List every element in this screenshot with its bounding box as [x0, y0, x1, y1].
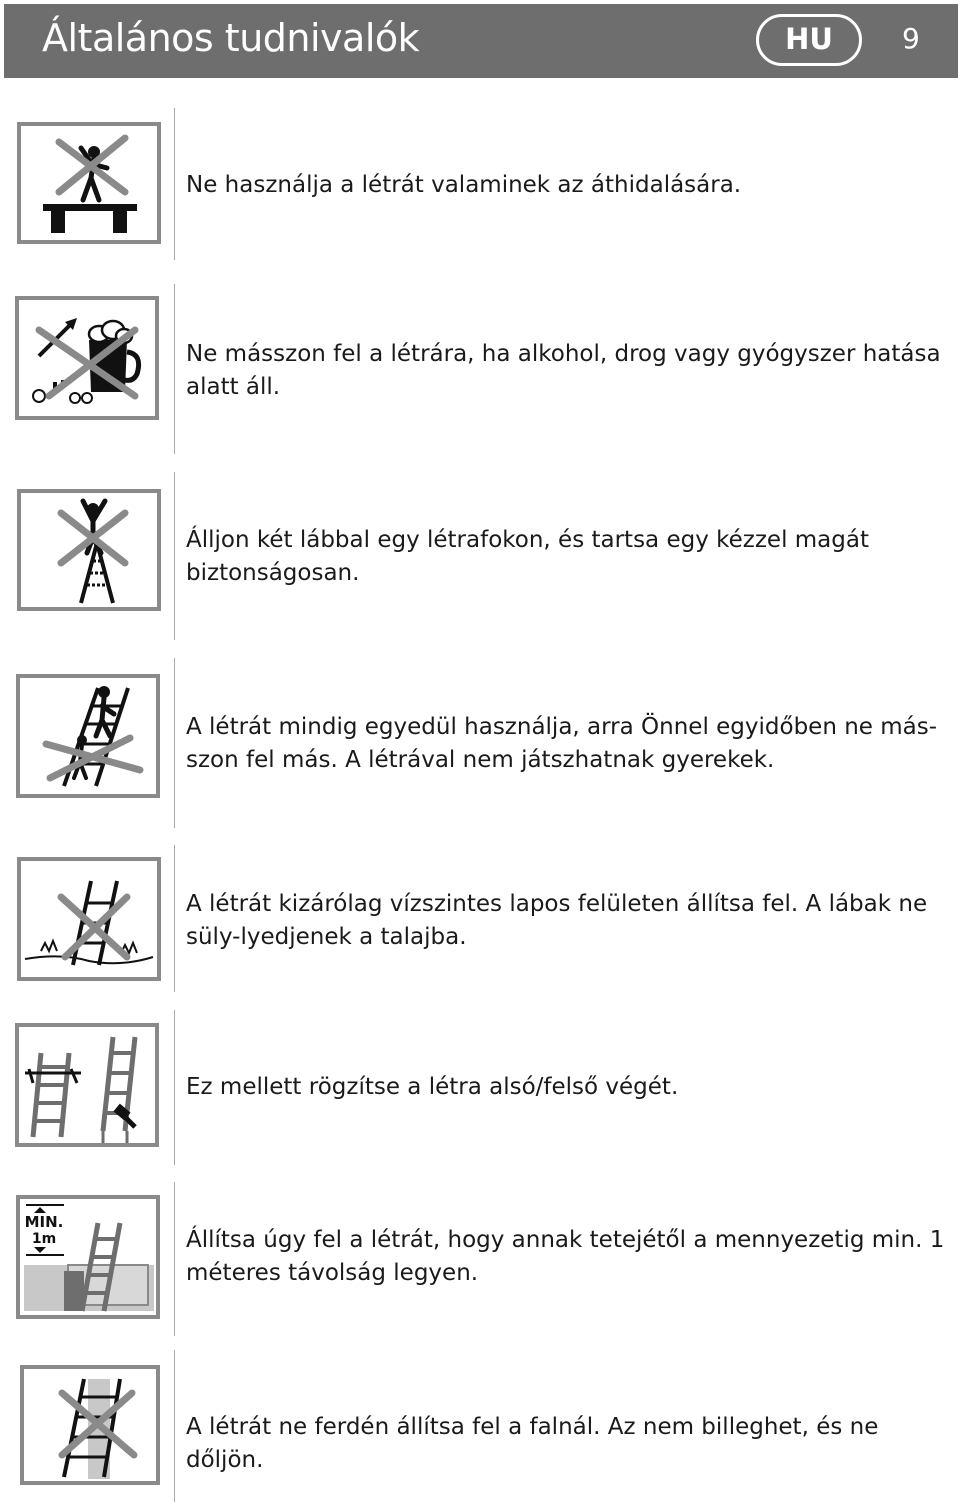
level-ground-icon: [17, 857, 161, 981]
secure-ends-icon: [15, 1023, 159, 1147]
page-number: 9: [902, 22, 920, 55]
one-person-only-icon: [16, 674, 160, 798]
divider-line: [174, 108, 175, 260]
divider-line: [174, 658, 175, 828]
instruction-text: Ez mellett rögzítse a létra alsó/felső végét.: [186, 1074, 679, 1100]
distance-label: 1m: [31, 1231, 57, 1247]
min-label: MIN.: [24, 1213, 64, 1231]
ceiling-distance-icon: [16, 1195, 160, 1319]
divider-line: [174, 1350, 175, 1502]
no-alcohol-drugs-icon: [15, 296, 159, 420]
instruction-text: Ne másszon fel a létrára, ha alkohol, drog vagy gyógyszer hatása alatt áll.: [186, 341, 941, 400]
divider-line: [174, 472, 175, 640]
page-header: [4, 4, 958, 78]
divider-line: [174, 1182, 175, 1336]
no-hands-free-standing-icon: [17, 489, 161, 611]
divider-line: [174, 284, 175, 454]
language-badge: HU: [756, 14, 862, 66]
instruction-text: A létrát mindig egyedül használja, arra Önnel egyidőben ne más-szon fel más. A létrával nem játszhatnak gyerekek.: [186, 714, 938, 773]
instruction-text: Álljon két lábbal egy létrafokon, és tartsa egy kézzel magát biztonságosan.: [186, 527, 869, 586]
divider-line: [174, 1010, 175, 1165]
instruction-text: Állítsa úgy fel a létrát, hogy annak tetejétől a mennyezetig min. 1 méteres távolság legyen.: [186, 1227, 945, 1286]
no-tilted-setup-icon: [20, 1365, 160, 1485]
divider-line: [174, 845, 175, 992]
instruction-text: Ne használja a létrát valaminek az áthidalására.: [186, 172, 742, 198]
instruction-text: A létrát kizárólag vízszintes lapos felületen állítsa fel. A lábak ne süly-lyedjenek a talajba.: [186, 891, 928, 950]
instruction-text: A létrát ne ferdén állítsa fel a falnál. Az nem billeghet, és ne dőljön.: [186, 1414, 879, 1473]
page-title: Általános tudnivalók: [42, 16, 420, 60]
no-bridging-icon: [17, 122, 161, 244]
